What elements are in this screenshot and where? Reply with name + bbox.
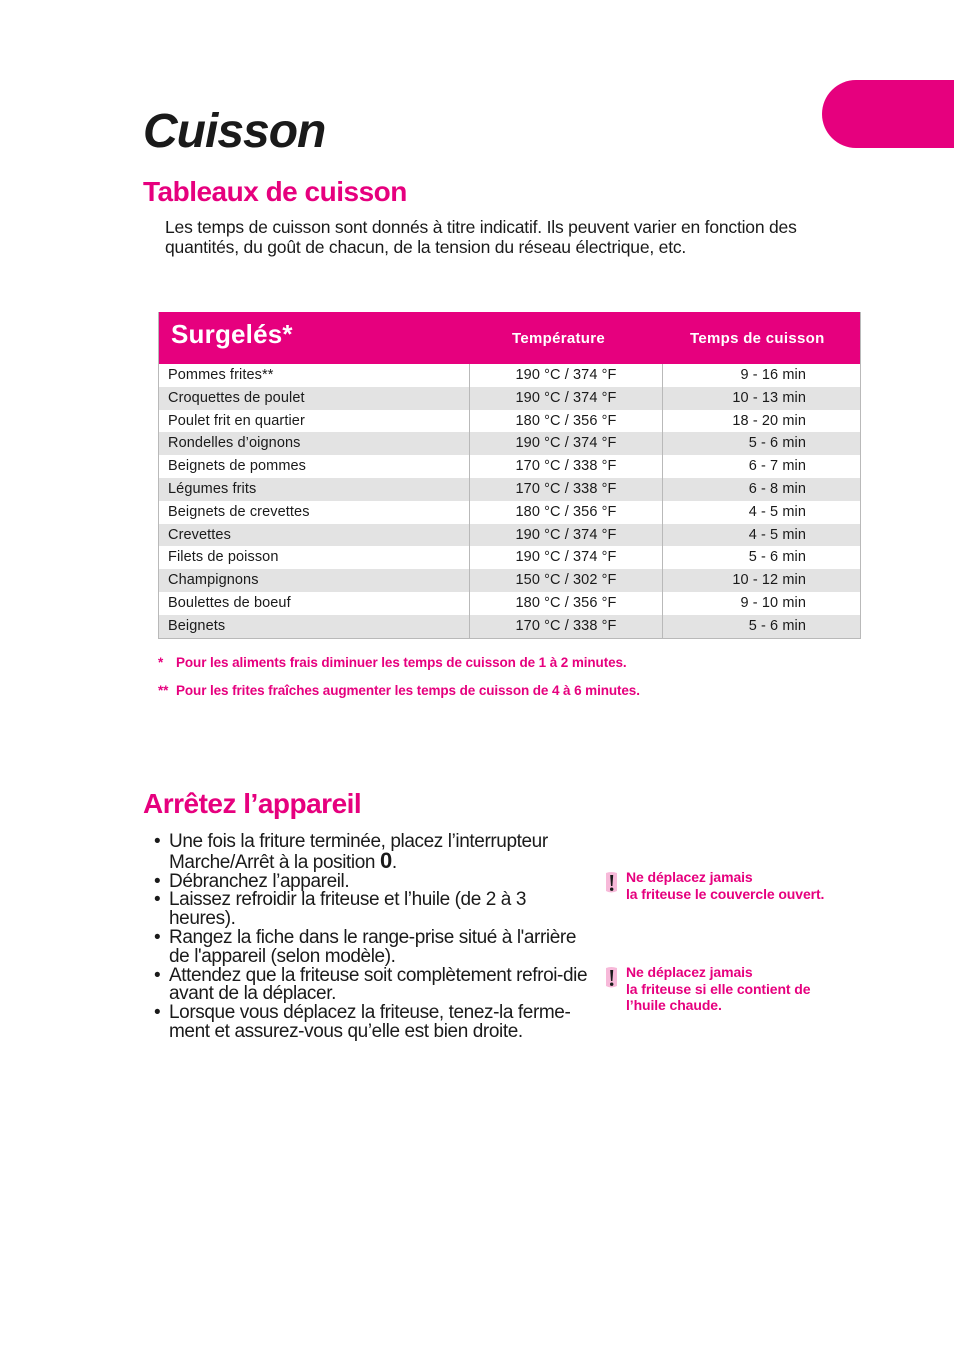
time-cell: 6 - 8 min [748,480,806,497]
table-row [159,478,860,501]
turn-off-steps-list [154,833,594,1042]
temperature-cell: 190 °C / 374 °F [470,387,663,410]
table-row [159,615,860,638]
footnote-fries [158,683,640,698]
food-cell: Boulettes de boeuf [159,592,470,615]
time-cell: 5 - 6 min [748,435,806,452]
time-cell: 5 - 6 min [748,549,806,566]
table-header [159,312,860,364]
food-cell: Filets de poisson [159,546,470,569]
temperature-cell: 170 °C / 338 °F [470,478,663,501]
column-header-temperature: Température [512,330,606,347]
temperature-cell: 150 °C / 302 °F [470,569,663,592]
warning-text [626,869,843,902]
step-end: . [391,851,397,873]
time-cell: 9 - 10 min [740,594,806,611]
temperature-cell: 180 °C / 356 °F [470,592,663,615]
footnote-mark: * [158,655,164,670]
table-row [159,432,860,455]
time-cell: 4 - 5 min [748,526,806,543]
list-item: • Débranchez l’appareil. [154,873,594,892]
temperature-cell: 190 °C / 374 °F [470,364,663,387]
time-cell: 10 - 13 min [732,389,806,406]
warning-line: Ne déplacez jamais [626,964,753,980]
time-cell: 4 - 5 min [748,503,806,520]
list-item [154,833,594,873]
section-title-turn-off: Arrêtez l’appareil [143,788,362,819]
table-row [159,501,860,524]
temperature-cell: 190 °C / 374 °F [470,546,663,569]
section-title-cooking-tables: Tableaux de cuisson [143,176,407,207]
footnote-text: Pour les frites fraîches augmenter les temps de cuisson de 4 à 6 minutes. [176,683,640,698]
food-cell: Poulet frit en quartier [159,410,470,433]
temperature-cell: 180 °C / 356 °F [470,410,663,433]
warning-line: la friteuse si elle contient de [626,980,811,997]
temperature-cell: 170 °C / 338 °F [470,615,663,638]
list-item: • Laissez refroidir la friteuse et l’huile (de 2 à 3 heures). [154,891,594,929]
time-cell: 5 - 6 min [748,617,806,634]
warning-hot-oil [603,964,843,1014]
list-item: • Lorsque vous déplacez la friteuse, tenez-la ferme-ment et assurez-vous qu’elle est bien droite. [154,1004,594,1042]
list-item: • Rangez la fiche dans le range-prise situé à l'arrière de l'appareil (selon modèle). [154,929,594,967]
warning-exclamation-icon [603,871,620,895]
off-position-symbol: 0 [379,847,392,873]
footnote-mark: ** [158,683,169,698]
warning-line: la friteuse le couvercle ouvert. [626,885,825,902]
table-row [159,410,860,433]
food-cell: Beignets de pommes [159,455,470,478]
food-cell: Crevettes [159,524,470,547]
time-cell: 18 - 20 min [732,412,806,429]
food-cell: Légumes frits [159,478,470,501]
warning-exclamation-icon [603,966,620,990]
step-text: Une fois la friture terminée, placez l’interrupteur Marche/Arrêt à la position [169,831,548,873]
table-row [159,569,860,592]
warning-line: Ne déplacez jamais [626,869,753,885]
temperature-cell: 190 °C / 374 °F [470,524,663,547]
food-cell: Pommes frites** [159,364,470,387]
warning-lid-open [603,869,843,902]
temperature-cell: 180 °C / 356 °F [470,501,663,524]
temperature-cell: 170 °C / 338 °F [470,455,663,478]
warning-line: l’huile chaude. [626,997,722,1013]
table-body [159,364,860,638]
table-row [159,524,860,547]
food-cell: Croquettes de poulet [159,387,470,410]
footnote-frozen [158,655,627,670]
table-row [159,455,860,478]
table-row [159,546,860,569]
time-cell: 9 - 16 min [740,367,806,383]
table-title: Surgelés* [171,319,293,349]
cooking-table [158,312,861,639]
food-cell: Champignons [159,569,470,592]
warning-text [626,964,843,1014]
table-row [159,592,860,615]
footnote-text: Pour les aliments frais diminuer les temps de cuisson de 1 à 2 minutes. [176,655,627,670]
temperature-cell: 190 °C / 374 °F [470,432,663,455]
intro-paragraph: Les temps de cuisson sont donnés à titre indicatif. Ils peuvent varier en fonction des quantités, du goût de chacun, de la tension du réseau électrique, etc. [165,217,797,257]
table-row [159,387,860,410]
column-header-cooking-time: Temps de cuisson [690,330,825,347]
page-title: Cuisson [143,105,326,158]
time-cell: 6 - 7 min [748,458,806,475]
list-item: • Attendez que la friteuse soit complètement refroi-die avant de la déplacer. [154,967,594,1005]
page-tab-marker [822,80,954,148]
table-row [159,364,860,387]
time-cell: 10 - 12 min [732,572,806,589]
food-cell: Beignets [159,615,470,638]
food-cell: Rondelles d’oignons [159,432,470,455]
food-cell: Beignets de crevettes [159,501,470,524]
